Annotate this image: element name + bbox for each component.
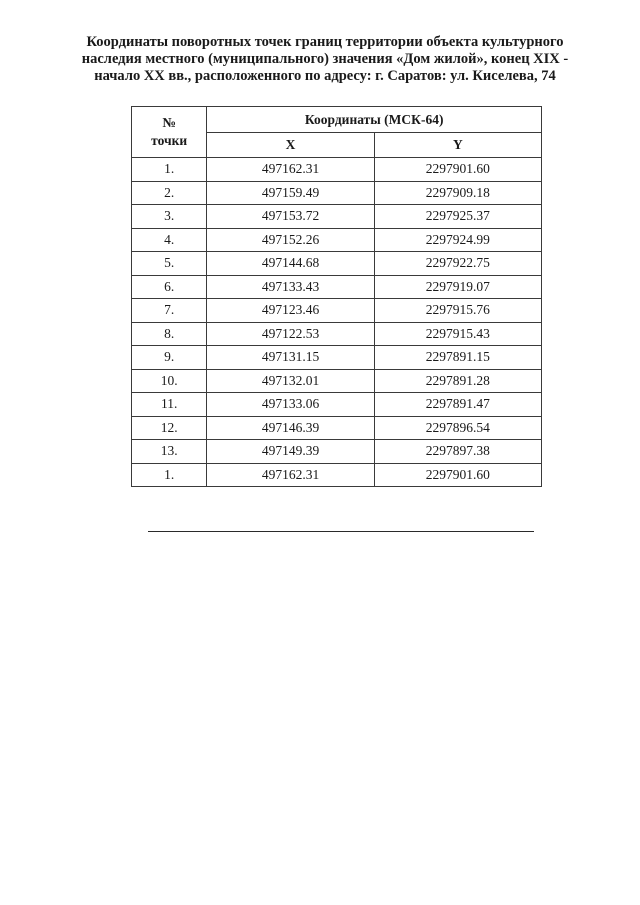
point-number: 1. (132, 463, 207, 487)
point-number: 12. (132, 416, 207, 440)
coord-y: 2297922.75 (374, 252, 541, 276)
header-number-sign: № (162, 115, 176, 130)
coord-y: 2297891.47 (374, 393, 541, 417)
coord-y: 2297891.15 (374, 346, 541, 370)
table-row (132, 440, 542, 464)
point-number: 10. (132, 369, 207, 393)
title-line-1: Координаты поворотных точек границ территории объекта культурного (86, 34, 564, 50)
coord-x: 497162.31 (207, 158, 374, 182)
header-points-label: точки (151, 133, 188, 148)
coord-y: 2297915.76 (374, 299, 541, 323)
table-row (132, 346, 542, 370)
coord-y: 2297901.60 (374, 463, 541, 487)
document-title (60, 34, 590, 85)
coord-x: 497131.15 (207, 346, 374, 370)
coord-y: 2297924.99 (374, 228, 541, 252)
table-row (132, 463, 542, 487)
header-y: Y (374, 133, 541, 158)
coordinates-table (131, 106, 542, 487)
point-number: 2. (132, 181, 207, 205)
title-line-3: начало XX вв., расположенного по адресу: г. Саратов: ул. Киселева, 74 (94, 68, 556, 84)
coord-x: 497122.53 (207, 322, 374, 346)
coord-x: 497144.68 (207, 252, 374, 276)
point-number: 4. (132, 228, 207, 252)
coord-y: 2297897.38 (374, 440, 541, 464)
table-row (132, 275, 542, 299)
point-number: 7. (132, 299, 207, 323)
coord-x: 497149.39 (207, 440, 374, 464)
point-number: 8. (132, 322, 207, 346)
point-number: 13. (132, 440, 207, 464)
table-row (132, 252, 542, 276)
coord-x: 497153.72 (207, 205, 374, 229)
point-number: 11. (132, 393, 207, 417)
coord-y: 2297909.18 (374, 181, 541, 205)
coord-x: 497133.43 (207, 275, 374, 299)
table-row (132, 205, 542, 229)
table-row (132, 369, 542, 393)
coord-x: 497146.39 (207, 416, 374, 440)
header-point-number (132, 107, 207, 158)
coord-x: 497132.01 (207, 369, 374, 393)
title-line-2: наследия местного (муниципального) значения «Дом жилой», конец XIX - (81, 51, 569, 67)
table-row (132, 416, 542, 440)
table-row (132, 181, 542, 205)
coord-y: 2297915.43 (374, 322, 541, 346)
point-number: 3. (132, 205, 207, 229)
coord-y: 2297896.54 (374, 416, 541, 440)
header-coordinates-group: Координаты (МСК-64) (207, 107, 542, 133)
table-row (132, 158, 542, 182)
coord-x: 497159.49 (207, 181, 374, 205)
coord-y: 2297919.07 (374, 275, 541, 299)
coord-x: 497123.46 (207, 299, 374, 323)
table-row (132, 322, 542, 346)
coord-y: 2297891.28 (374, 369, 541, 393)
point-number: 5. (132, 252, 207, 276)
header-x: X (207, 133, 374, 158)
coord-x: 497152.26 (207, 228, 374, 252)
point-number: 6. (132, 275, 207, 299)
point-number: 9. (132, 346, 207, 370)
table-row (132, 393, 542, 417)
coord-y: 2297925.37 (374, 205, 541, 229)
coord-x: 497133.06 (207, 393, 374, 417)
separator-line (148, 531, 534, 532)
coord-y: 2297901.60 (374, 158, 541, 182)
table-row (132, 228, 542, 252)
point-number: 1. (132, 158, 207, 182)
coord-x: 497162.31 (207, 463, 374, 487)
table-row (132, 299, 542, 323)
